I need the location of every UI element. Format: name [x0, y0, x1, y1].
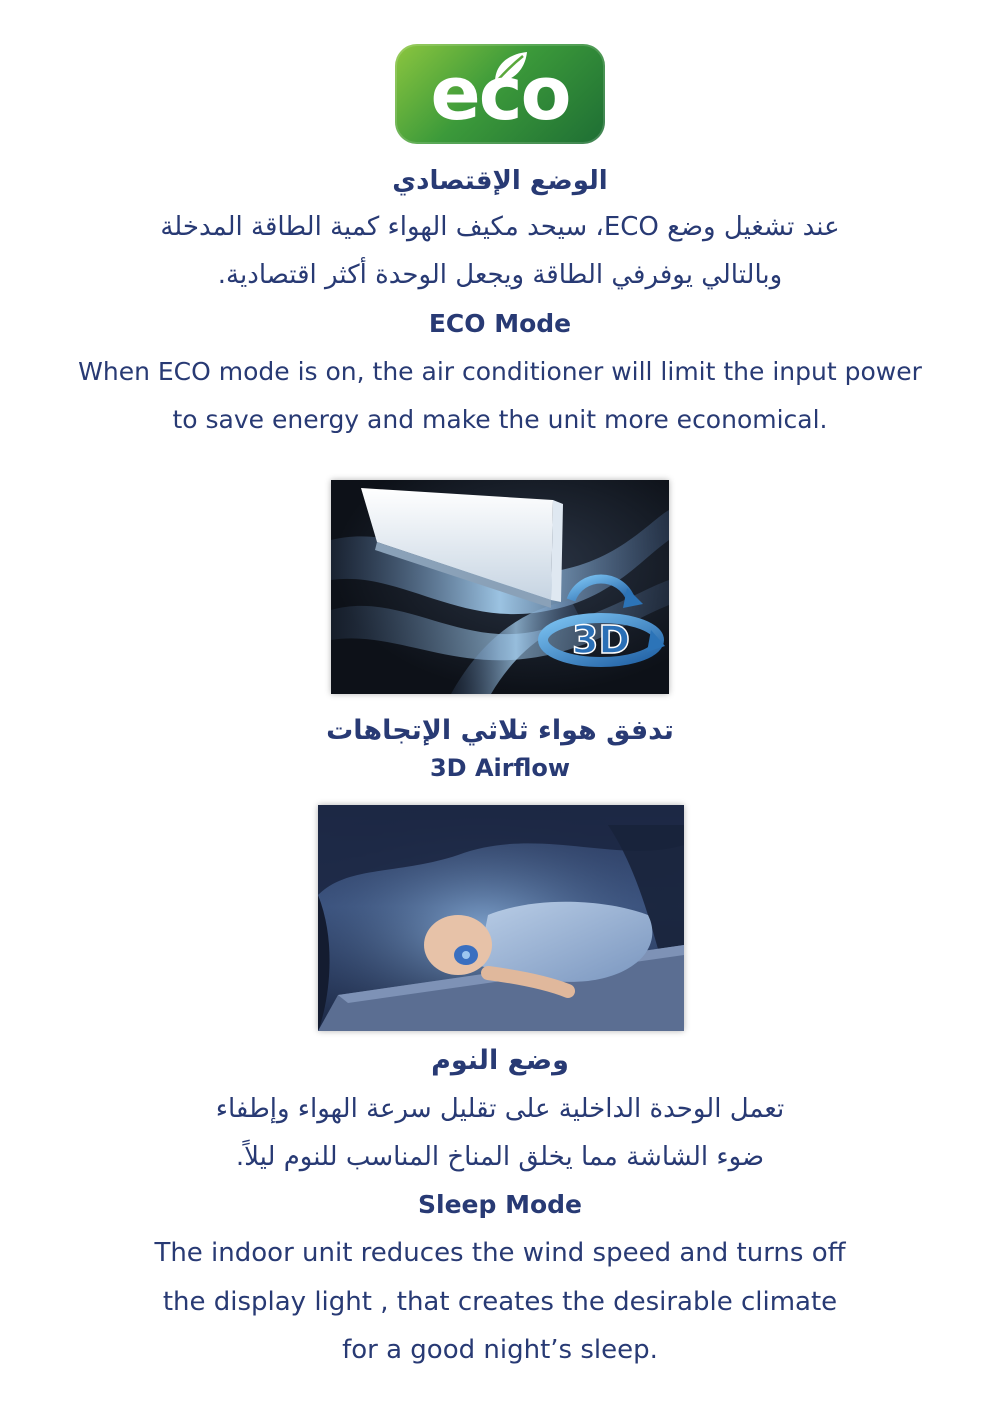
eco-arabic-body-line1: عند تشغيل وضع ECO، سيحد مكيف الهواء كمية الطاقة المدخلة [160, 212, 840, 242]
sleep-arabic-body-line2: ضوء الشاشة مما يخلق المناخ المناسب للنوم ليلاً. [235, 1142, 765, 1172]
eco-logo [395, 44, 605, 144]
sleep-english-body-line2: the display light , that creates the desirable climate [162, 1287, 838, 1317]
eco-english-body-line1: When ECO mode is on, the air conditioner will limit the input power [78, 357, 922, 386]
sleeping-baby-illustration [318, 805, 684, 1031]
sleep-english-body-line3: for a good night’s sleep. [342, 1335, 658, 1365]
airflow-illustration [331, 480, 669, 694]
eco-english-body-line2: to save energy and make the unit more economical. [172, 405, 828, 434]
3d-badge: 3D [572, 618, 630, 662]
airflow-arabic-title: تدفق هواء ثلاثي الإتجاهات [326, 715, 674, 746]
sleep-english-body-line1: The indoor unit reduces the wind speed and turns off [154, 1238, 846, 1268]
airflow-image [331, 480, 669, 694]
eco-english-title: ECO Mode [428, 309, 572, 338]
sleeping-baby-image [318, 805, 684, 1031]
sleep-arabic-title: وضع النوم [431, 1045, 569, 1076]
airflow-english-title: 3D Airflow [429, 754, 571, 782]
sleep-english-title: Sleep Mode [418, 1190, 582, 1219]
sleep-arabic-body-line1: تعمل الوحدة الداخلية على تقليل سرعة الهواء وإطفاء [215, 1094, 785, 1124]
eco-logo-text: eco [430, 51, 570, 137]
eco-arabic-title: الوضع الإقتصادي [392, 166, 608, 196]
eco-arabic-body-line2: وبالتالي يوفرفي الطاقة ويجعل الوحدة أكثر اقتصادية. [217, 260, 783, 290]
